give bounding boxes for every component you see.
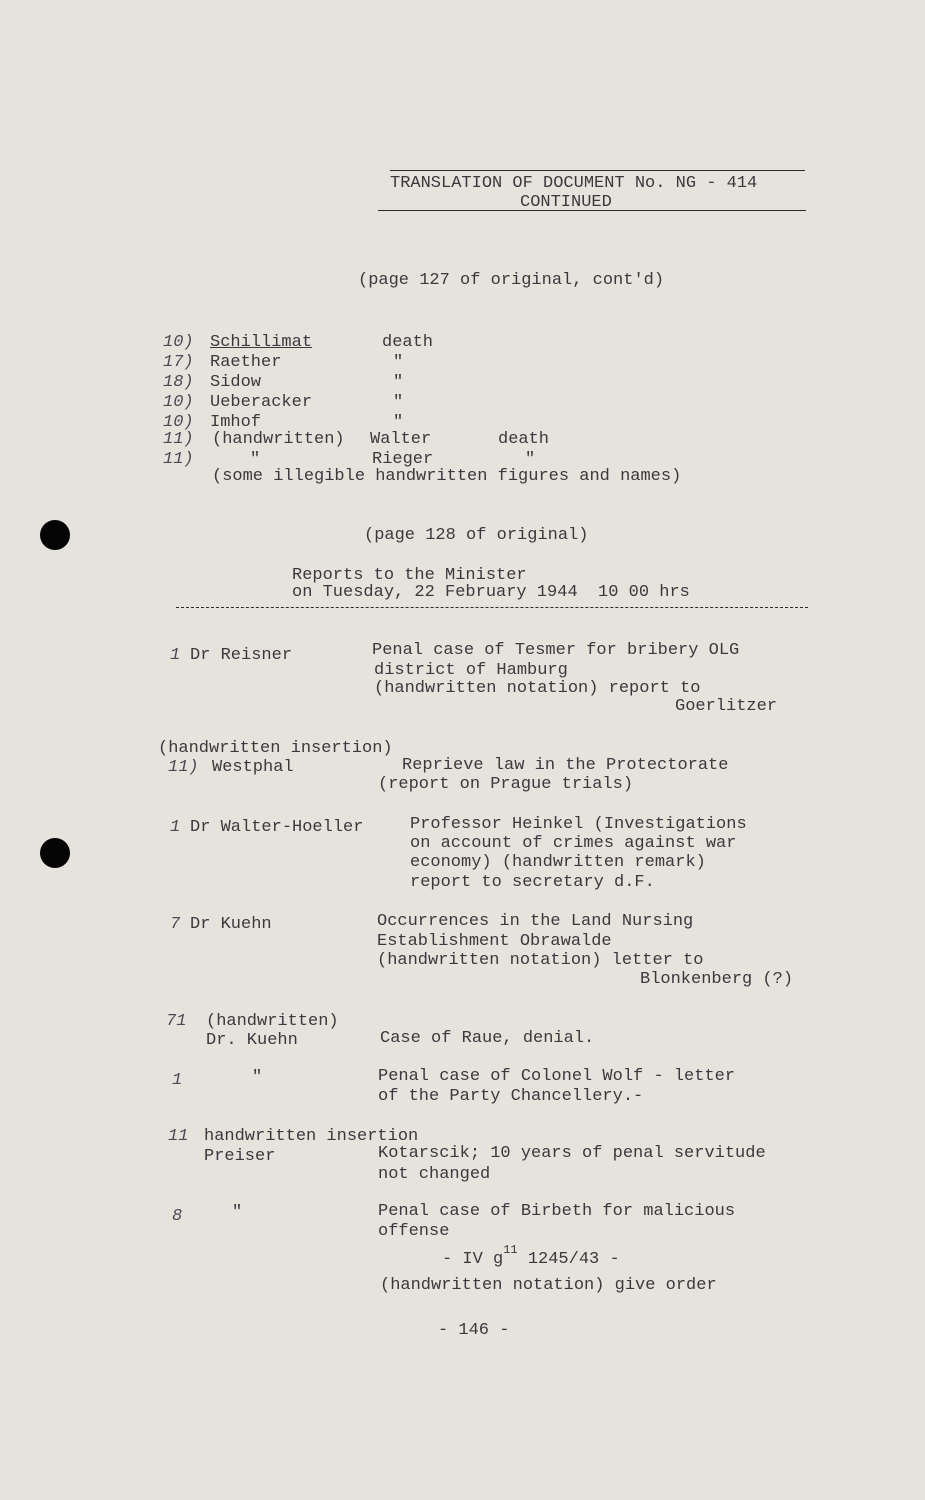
item-line: Kotarscik; 10 years of penal servitude <box>378 1144 766 1163</box>
item-line: Professor Heinkel (Investigations <box>410 815 747 834</box>
item-name: Westphal <box>212 758 294 777</box>
item-mark: 71 <box>166 1012 187 1031</box>
item-line: district of Hamburg <box>374 661 568 680</box>
item-line: (report on Prague trials) <box>378 775 634 794</box>
item-tail: Goerlitzer <box>675 697 778 716</box>
item-line: Reprieve law in the Protectorate <box>402 756 729 775</box>
entry-verdict: death <box>498 430 550 449</box>
entry-name: Rieger <box>372 450 434 469</box>
entry-name: Imhof <box>210 413 262 432</box>
item-note: (handwritten notation) give order <box>380 1276 717 1295</box>
entry-name: Schillimat <box>210 333 313 352</box>
item-name: Dr Walter-Hoeller <box>190 818 364 837</box>
illegible-note: (some illegible handwritten figures and names) <box>212 467 682 486</box>
item-insertion: handwritten insertion <box>204 1127 419 1146</box>
entry-verdict: death <box>382 333 434 352</box>
item-name: (handwritten) <box>206 1012 339 1031</box>
document-title: TRANSLATION OF DOCUMENT No. NG - 414 <box>390 174 758 193</box>
item-line: economy) (handwritten remark) <box>410 853 706 872</box>
punch-hole-top <box>40 520 70 550</box>
item-mark: 1 <box>172 1071 183 1090</box>
file-reference-superscript: 11 <box>503 1243 518 1257</box>
item-line: of the Party Chancellery.- <box>378 1087 644 1106</box>
entry-mark: 17) <box>163 353 194 372</box>
item-line: Penal case of Birbeth for malicious <box>378 1202 736 1221</box>
item-line: not changed <box>378 1165 491 1184</box>
entry-verdict: " <box>393 393 404 412</box>
item-mark: 7 <box>170 915 181 934</box>
item-mark: 11) <box>168 758 199 777</box>
item-line: offense <box>378 1222 450 1241</box>
entry-verdict: " <box>525 450 536 469</box>
entry-mark: 10) <box>163 413 194 432</box>
item-line: (handwritten notation) report to <box>374 679 701 698</box>
entry-verdict: " <box>393 353 404 372</box>
item-name: Preiser <box>204 1147 276 1166</box>
item-line: Penal case of Colonel Wolf - letter <box>378 1067 736 1086</box>
entry-mark: 11) <box>163 430 194 449</box>
dashed-divider <box>176 607 808 608</box>
entry-prefix: " <box>250 450 261 469</box>
entry-verdict: " <box>393 373 404 392</box>
item-mark: 8 <box>172 1207 183 1226</box>
file-reference <box>442 1243 620 1270</box>
title-rule-top <box>390 170 805 171</box>
item-line: report to secretary d.F. <box>410 873 655 892</box>
page-128-heading: (page 128 of original) <box>364 526 589 545</box>
entry-name: Raether <box>210 353 282 372</box>
file-reference-suffix: 1245/43 - <box>517 1250 620 1269</box>
item-line: Penal case of Tesmer for bribery OLG <box>372 641 740 660</box>
item-name: " <box>252 1068 263 1087</box>
item-mark: 11 <box>168 1127 189 1146</box>
entry-mark: 10) <box>163 393 194 412</box>
item-insertion: (handwritten insertion) <box>158 739 393 758</box>
entry-mark: 10) <box>163 333 194 352</box>
item-line: Establishment Obrawalde <box>377 932 612 951</box>
page-number: - 146 - <box>438 1321 510 1340</box>
item-name: Dr Kuehn <box>190 915 272 934</box>
reports-line-2: on Tuesday, 22 February 1944 10 00 hrs <box>292 583 690 602</box>
document-subtitle: CONTINUED <box>520 193 612 212</box>
item-line: Case of Raue, denial. <box>380 1029 595 1048</box>
entry-prefix: (handwritten) <box>212 430 345 449</box>
item-name: " <box>232 1203 243 1222</box>
entry-name: Walter <box>370 430 432 449</box>
entry-mark: 11) <box>163 450 194 469</box>
entry-name: Ueberacker <box>210 393 313 412</box>
item-tail: Blonkenberg (?) <box>640 970 794 989</box>
title-rule-bottom <box>378 210 806 211</box>
item-mark: 1 <box>170 646 181 665</box>
reports-line-1: Reports to the Minister <box>292 566 527 585</box>
punch-hole-bottom <box>40 838 70 868</box>
item-line: Occurrences in the Land Nursing <box>377 912 694 931</box>
item-mark: 1 <box>170 818 181 837</box>
entry-mark: 18) <box>163 373 194 392</box>
item-line: on account of crimes against war <box>410 834 737 853</box>
entry-verdict: " <box>393 413 404 432</box>
file-reference-prefix: - IV g <box>442 1250 504 1269</box>
item-name: Dr Reisner <box>190 646 293 665</box>
entry-name: Sidow <box>210 373 262 392</box>
item-name: Dr. Kuehn <box>206 1031 298 1050</box>
page-127-heading: (page 127 of original, cont'd) <box>358 271 665 290</box>
item-line: (handwritten notation) letter to <box>377 951 704 970</box>
